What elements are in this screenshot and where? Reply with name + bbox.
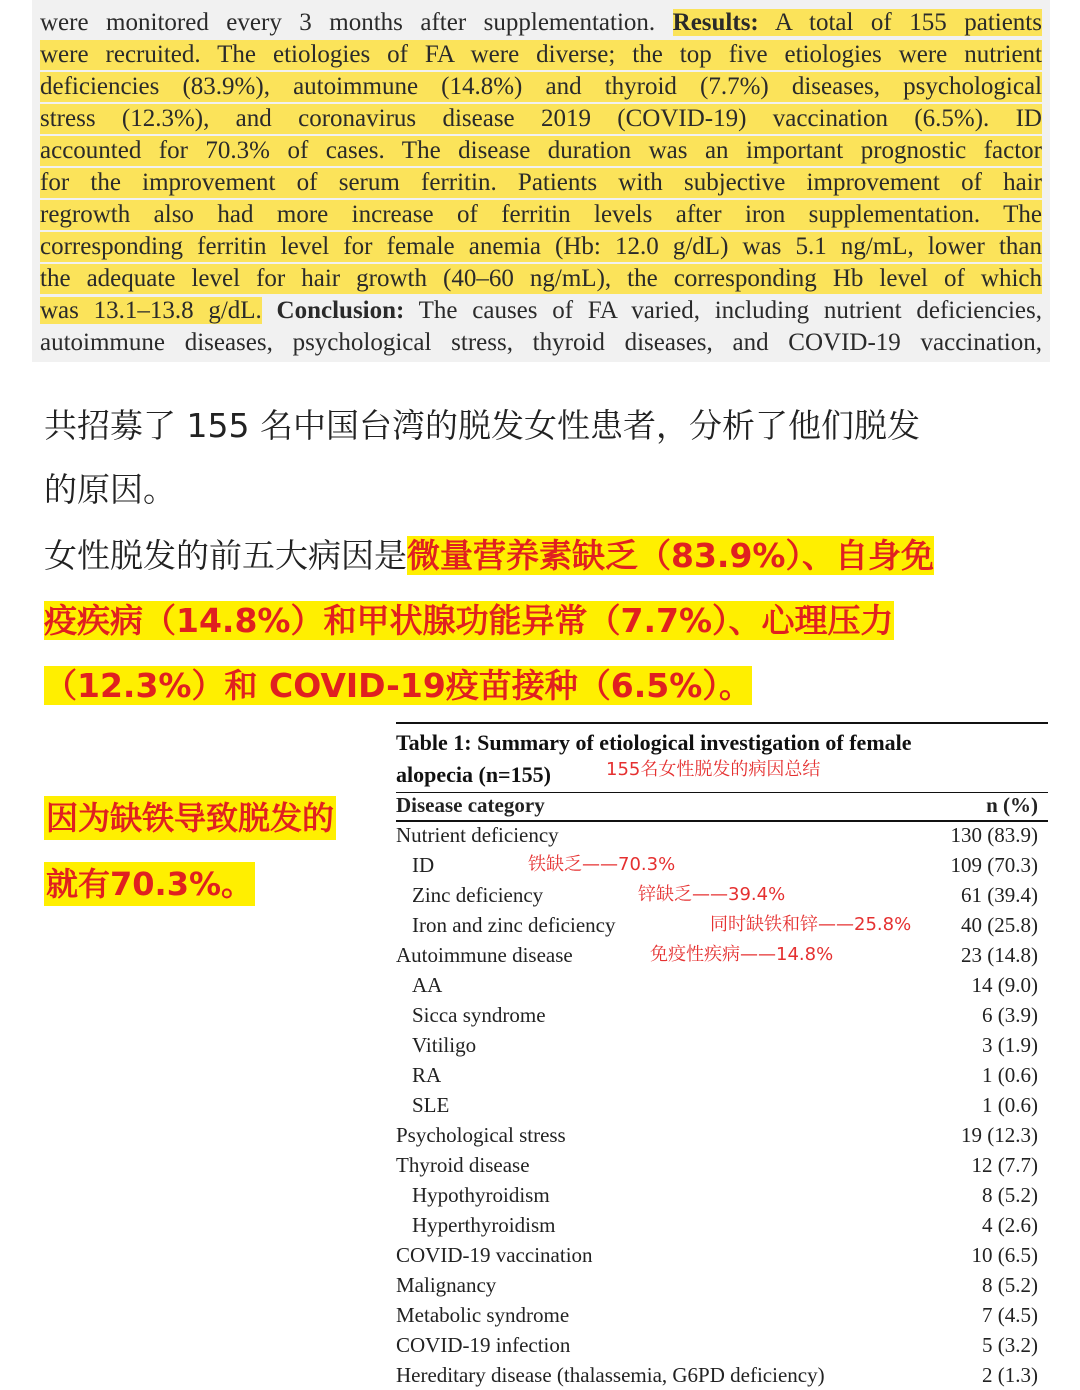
table-row-annotation: 铁缺乏——70.3% <box>528 854 676 875</box>
table-cell-category: Hypothyroidism <box>412 1183 550 1207</box>
side-note-line2: 就有70.3%。 <box>44 862 255 906</box>
table-cell-category: Zinc deficiency <box>412 883 544 907</box>
table-cell-category: ID <box>412 853 435 877</box>
table-cell-category: RA <box>412 1063 442 1087</box>
table-row <box>396 1090 1048 1120</box>
excerpt-line-8: corresponding ferritin level for female anemia (Hb: 12.0 g/dL) was 5.1 ng/mL, lower than <box>40 233 1042 260</box>
table-cell-value: 14 (9.0) <box>971 973 1038 997</box>
table-row <box>396 1060 1048 1090</box>
table-cell-value: 23 (14.8) <box>961 943 1038 967</box>
table-title-line1: Table 1: Summary of etiological investigation of female <box>396 730 912 755</box>
commentary-p1-line2: 的原因。 <box>44 470 176 509</box>
table-row <box>396 1300 1048 1330</box>
table-cell-category: Malignancy <box>396 1273 497 1297</box>
table-row <box>396 1210 1048 1240</box>
table-row <box>396 1330 1048 1360</box>
table-row <box>396 820 1048 850</box>
table-cell-value: 130 (83.9) <box>950 823 1038 847</box>
table-cell-category: Vitiligo <box>412 1033 477 1057</box>
table-cell-value: 40 (25.8) <box>961 913 1038 937</box>
commentary-p1-line1: 共招募了 155 名中国台湾的脱发女性患者，分析了他们脱发 <box>44 406 920 445</box>
table-cell-category: Psychological stress <box>396 1123 566 1147</box>
table-title-note: 155名女性脱发的病因总结 <box>606 759 821 780</box>
table-row-annotation: 同时缺铁和锌——25.8% <box>710 914 912 935</box>
table-cell-category: Hyperthyroidism <box>412 1213 556 1237</box>
commentary-p2-line3: （12.3%）和 COVID-19疫苗接种（6.5%）。 <box>44 666 752 705</box>
table-row-annotation: 锌缺乏——39.4% <box>638 884 786 905</box>
table-cell-category: AA <box>412 973 443 997</box>
table-cell-value: 8 (5.2) <box>982 1183 1038 1207</box>
table-row <box>396 1150 1048 1180</box>
table-row <box>396 910 1048 940</box>
table-cell-category: COVID-19 infection <box>396 1333 571 1357</box>
excerpt-line-4: stress (12.3%), and coronavirus disease 2019 (COVID-19) vaccination (6.5%). ID <box>40 105 1042 132</box>
excerpt-line-5: accounted for 70.3% of cases. The disease duration was an important prognostic factor <box>40 137 1042 164</box>
table-cell-value: 61 (39.4) <box>961 883 1038 907</box>
table-row <box>396 1180 1048 1210</box>
excerpt-line-9: the adequate level for hair growth (40–60 ng/mL), the corresponding Hb level of which <box>40 265 1042 292</box>
excerpt-line-6: for the improvement of serum ferritin. Patients with subjective improvement of hair <box>40 169 1042 196</box>
table-row <box>396 850 1048 880</box>
table-cell-category: Autoimmune disease <box>396 943 573 967</box>
excerpt-line-7: regrowth also had more increase of ferritin levels after iron supplementation. The <box>40 201 1042 228</box>
table-cell-value: 4 (2.6) <box>982 1213 1038 1237</box>
table-header-row <box>396 790 1048 820</box>
table-row <box>396 970 1048 1000</box>
table-cell-category: Sicca syndrome <box>412 1003 546 1027</box>
excerpt-line-11: autoimmune diseases, psychological stress, thyroid diseases, and COVID-19 vaccination, <box>40 329 1042 356</box>
header-value: n (%) <box>986 793 1038 817</box>
table-cell-category: Thyroid disease <box>396 1153 530 1177</box>
table-cell-value: 8 (5.2) <box>982 1273 1038 1297</box>
table-cell-category: COVID-19 vaccination <box>396 1243 593 1267</box>
table-row <box>396 1120 1048 1150</box>
header-category: Disease category <box>396 793 545 817</box>
table-top-rule <box>396 722 1048 724</box>
excerpt-line-2: were recruited. The etiologies of FA were diverse; the top five etiologies were nutrient <box>40 41 1042 68</box>
table-row <box>396 1240 1048 1270</box>
table-row <box>396 1360 1048 1390</box>
side-note-line1: 因为缺铁导致脱发的 <box>44 796 336 840</box>
table-cell-value: 109 (70.3) <box>950 853 1038 877</box>
commentary-p2-line1: 女性脱发的前五大病因是微量营养素缺乏（83.9%）、自身免 <box>44 536 934 575</box>
table-row <box>396 1270 1048 1300</box>
paper-excerpt <box>32 0 1050 362</box>
table-cell-value: 6 (3.9) <box>982 1003 1038 1027</box>
table-cell-category: Iron and zinc deficiency <box>412 913 616 937</box>
table-cell-category: Metabolic syndrome <box>396 1303 570 1327</box>
excerpt-line-1: were monitored every 3 months after supplementation. Results: A total of 155 patients <box>40 9 1042 36</box>
table-row <box>396 1030 1048 1060</box>
table-cell-value: 3 (1.9) <box>982 1033 1038 1057</box>
table-row-annotation: 免疫性疾病——14.8% <box>650 944 834 965</box>
table-cell-value: 10 (6.5) <box>971 1243 1038 1267</box>
etiology-table <box>396 722 1048 1389</box>
table-row <box>396 940 1048 970</box>
table-cell-category: SLE <box>412 1093 450 1117</box>
table-cell-value: 5 (3.2) <box>982 1333 1038 1357</box>
table-cell-category: Nutrient deficiency <box>396 823 559 847</box>
table-cell-value: 2 (1.3) <box>982 1363 1038 1387</box>
results-highlight: Results: A total of 155 patients <box>672 9 1042 36</box>
table-cell-value: 19 (12.3) <box>961 1123 1038 1147</box>
table-cell-value: 1 (0.6) <box>982 1093 1038 1117</box>
excerpt-line-3: deficiencies (83.9%), autoimmune (14.8%) and thyroid (7.7%) diseases, psychological <box>40 73 1042 100</box>
table-row <box>396 1000 1048 1030</box>
excerpt-line-10: was 13.1–13.8 g/dL. Conclusion: The causes of FA varied, including nutrient deficiencies, <box>40 297 1042 324</box>
table-row <box>396 880 1048 910</box>
commentary-p2-line2: 疫疾病（14.8%）和甲状腺功能异常（7.7%）、心理压力 <box>44 601 894 640</box>
table-cell-category: Hereditary disease (thalassemia, G6PD deficiency) <box>396 1363 825 1387</box>
table-cell-value: 7 (4.5) <box>982 1303 1038 1327</box>
table-cell-value: 1 (0.6) <box>982 1063 1038 1087</box>
table-cell-value: 12 (7.7) <box>971 1153 1038 1177</box>
table-title-line2: alopecia (n=155) <box>396 762 551 787</box>
